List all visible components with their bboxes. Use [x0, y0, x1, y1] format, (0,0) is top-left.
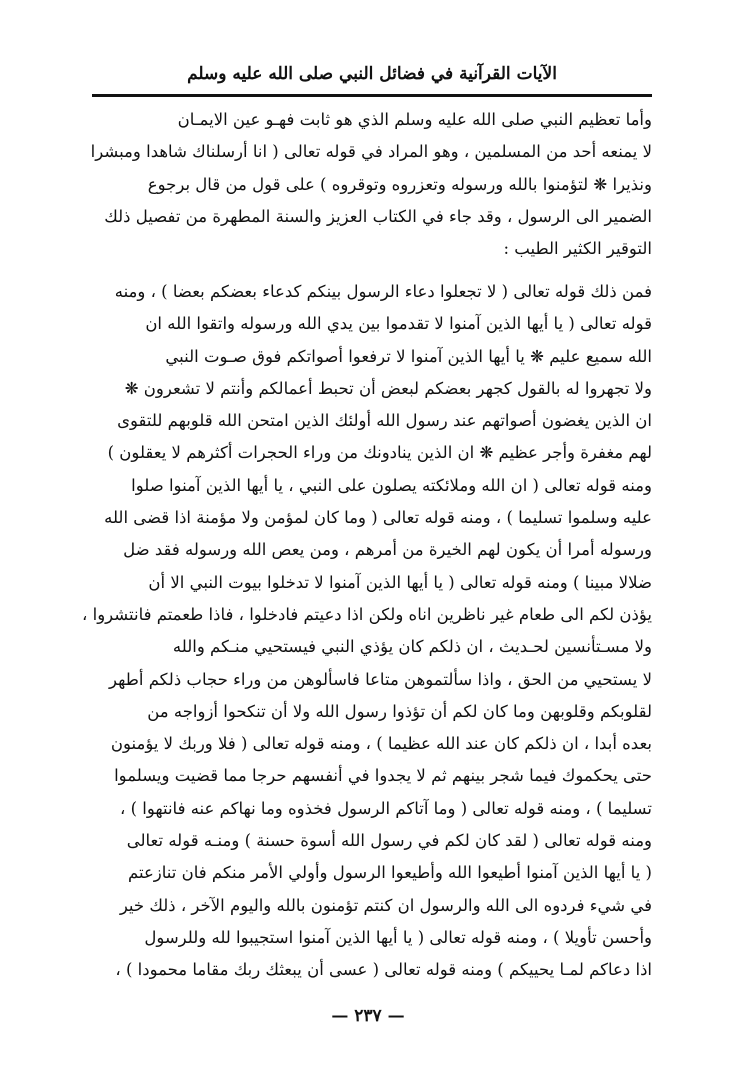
- text-line: تسليما ) ، ومنه قوله تعالى ( وما آتاكم الرسول فخذوه وما نهاكم عنه فانتهوا ) ،: [120, 798, 652, 818]
- paragraph-verses: [78, 276, 652, 987]
- text-line: ولا تجهروا له بالقول كجهر بعضكم لبعض أن تحبط أعمالكم وأنتم لا تشعرون ❋: [124, 378, 652, 398]
- text-line: فمن ذلك قوله تعالى ( لا تجعلوا دعاء الرسول بينكم كدعاء بعضكم بعضا ) ، ومنه: [114, 282, 652, 301]
- text-line: وأما تعظيم النبي صلى الله عليه وسلم الذي هو ثابت فهـو عين الايمـان: [177, 110, 652, 129]
- text-line: لا يستحيي من الحق ، واذا سألتموهن متاعا فاسألوهن من وراء حجاب ذلكم أطهر: [109, 669, 652, 689]
- text-line: عليه وسلموا تسليما ) ، ومنه قوله تعالى ( وما كان لمؤمن ولا مؤمنة اذا قضى الله: [104, 508, 652, 528]
- page-number: — ٢٣٧ —: [331, 1006, 405, 1026]
- text-line: ورسوله أمرا أن يكون لهم الخيرة من أمرهم ، ومن يعص الله ورسوله فقد ضل: [123, 540, 652, 560]
- text-line: لهم مغفرة وأجر عظيم ❋ ان الذين ينادونك من وراء الحجرات أكثرهم لا يعقلون ): [107, 443, 652, 463]
- text-line: يؤذن لكم الى طعام غير ناظرين اناه ولكن اذا دعيتم فادخلوا ، فاذا طعمتم فانتشروا ،: [82, 604, 652, 624]
- text-line: اذا دعاكم لمـا يحييكم ) ومنه قوله تعالى ( عسى أن يبعثك ربك مقاما محمودا ) ،: [115, 960, 652, 980]
- text-line: وأحسن تأويلا ) ، ومنه قوله تعالى ( يا أيها الذين آمنوا استجيبوا لله وللرسول: [144, 927, 652, 947]
- text-line: ولا مسـتأنسين لحـديث ، ان ذلكم كان يؤذي النبي فيستحيي منـكم والله: [172, 637, 652, 657]
- text-line: قوله تعالى ( يا أيها الذين آمنوا لا تقدموا بين يدي الله ورسوله واتقوا الله ان: [145, 314, 652, 334]
- page-header-title: الآيات القرآنية في فضائل النبي صلى الله عليه وسلم: [187, 64, 557, 84]
- text-line: ونذيرا ❋ لتؤمنوا بالله ورسوله وتعزروه وتوقروه ) على قول من قال برجوع: [147, 174, 652, 194]
- text-line: التوقير الكثير الطيب :: [503, 239, 652, 259]
- text-line: حتى يحكموك فيما شجر بينهم ثم لا يجدوا في أنفسهم حرجا مما قضيت ويسلموا: [114, 766, 652, 786]
- text-line: ضلالا مبينا ) ومنه قوله تعالى ( يا أيها الذين آمنوا لا تدخلوا بيوت النبي الا أن: [148, 572, 652, 592]
- text-line: ان الذين يغضون أصواتهم عند رسول الله أولئك الذين امتحن الله قلوبهم للتقوى: [117, 411, 652, 431]
- text-line: بعده أبدا ، ان ذلكم كان عند الله عظيما ) ، ومنه قوله تعالى ( فلا وربك لا يؤمنون: [110, 734, 652, 754]
- text-line: لا يمنعه أحد من المسلمين ، وهو المراد في قوله تعالى ( انا أرسلناك شاهدا ومبشرا: [90, 142, 652, 162]
- text-line: الضمير الى الرسول ، وقد جاء في الكتاب العزيز والسنة المطهرة من تفصيل ذلك: [104, 206, 652, 226]
- text-line: ( يا أيها الذين آمنوا أطيعوا الله وأطيعوا الرسول وأولي الأمر منكم فان تنازعتم: [127, 863, 652, 883]
- text-line: لقلوبكم وقلوبهن وما كان لكم أن تؤذوا رسول الله ولا أن تنكحوا أزواجه من: [147, 701, 652, 721]
- text-line: في شيء فردوه الى الله والرسول ان كنتم تؤمنون بالله واليوم الآخر ، ذلك خير: [119, 895, 652, 915]
- paragraph-intro: [78, 104, 652, 265]
- text-line: الله سميع عليم ❋ يا أيها الذين آمنوا لا ترفعوا أصواتكم فوق صـوت النبي: [165, 346, 652, 366]
- text-line: ومنه قوله تعالى ( ان الله وملائكته يصلون على النبي ، يا أيها الذين آمنوا صلوا: [131, 475, 652, 495]
- text-line: ومنه قوله تعالى ( لقد كان لكم في رسول الله أسوة حسنة ) ومنـه قوله تعالى: [126, 831, 652, 851]
- header-divider: [92, 94, 652, 97]
